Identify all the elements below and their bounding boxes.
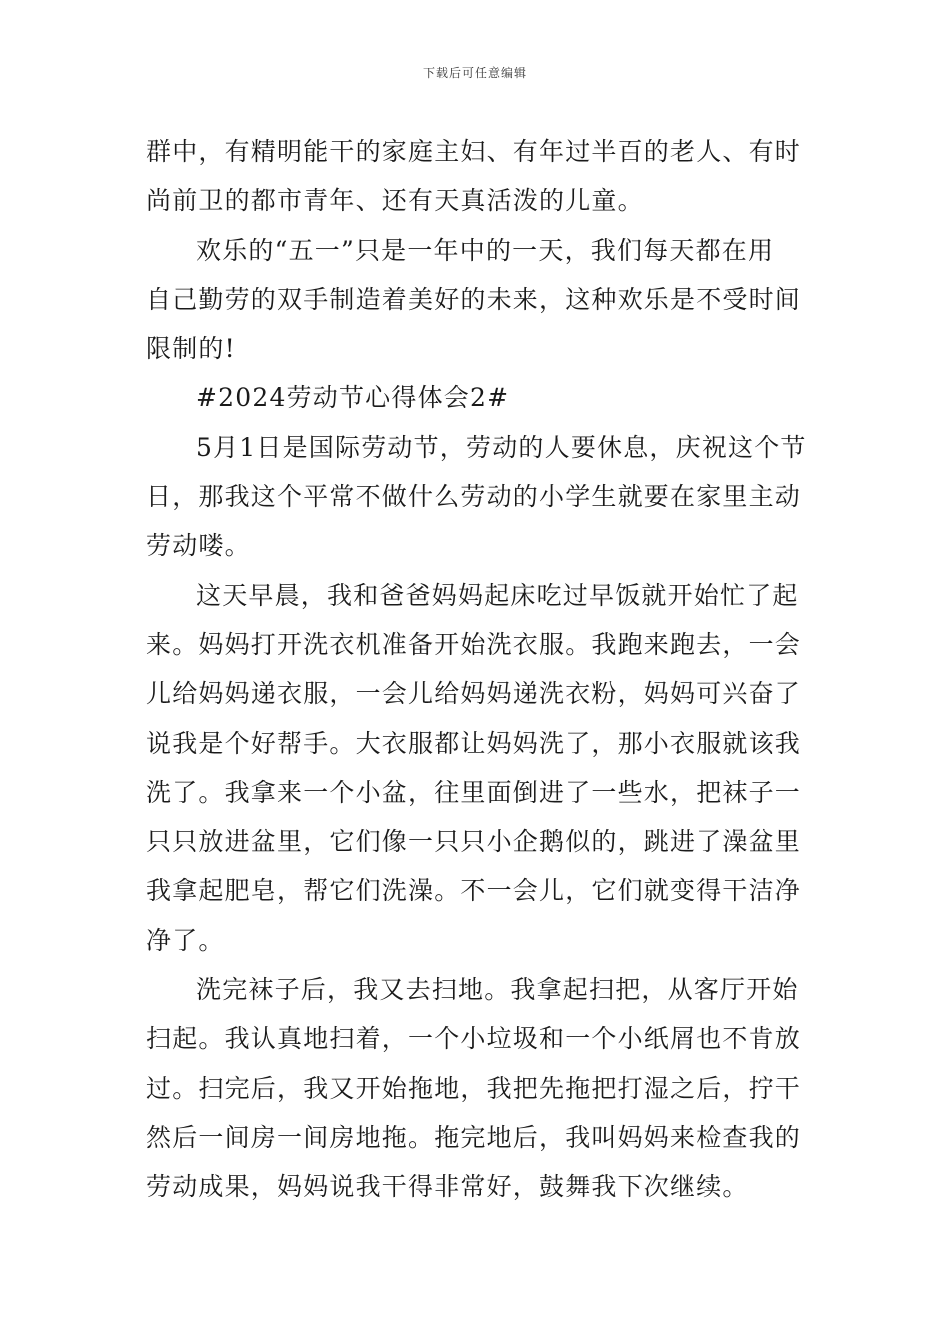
text-line: 净了。 (146, 925, 225, 955)
text-line: 来。妈妈打开洗衣机准备开始洗衣服。我跑来跑去，一会 (146, 629, 802, 659)
text-line: 日，那我这个平常不做什么劳动的小学生就要在家里主动 (146, 482, 802, 512)
text-line: 这天早晨，我和爸爸妈妈起床吃过早饭就开始忙了起 (196, 580, 799, 610)
text-line: 限制的! (146, 334, 236, 364)
text-line: 然后一间房一间房地拖。拖完地后，我叫妈妈来检查我的 (146, 1122, 802, 1152)
text-line: 尚前卫的都市青年、还有天真活泼的儿童。 (146, 186, 644, 216)
section-heading: #2024劳动节心得体会2# (196, 383, 510, 413)
text-line: 劳动成果，妈妈说我干得非常好，鼓舞我下次继续。 (146, 1172, 749, 1202)
text-line: 劳动喽。 (146, 531, 251, 561)
header-note: 下载后可任意编辑 (422, 66, 527, 80)
text-line: 说我是个好帮手。大衣服都让妈妈洗了，那小衣服就该我 (146, 728, 802, 758)
text-line: 洗了。我拿来一个小盆，往里面倒进了一些水，把袜子一 (146, 777, 802, 807)
text-line: 过。扫完后，我又开始拖地，我把先拖把打湿之后，拧干 (146, 1073, 802, 1103)
text-line: 洗完袜子后，我又去扫地。我拿起扫把，从客厅开始 (196, 975, 799, 1005)
text-line: 欢乐的“五一”只是一年中的一天，我们每天都在用 (196, 235, 775, 265)
text-line: 扫起。我认真地扫着，一个小垃圾和一个小纸屑也不肯放 (146, 1024, 802, 1054)
body-text (146, 127, 808, 1212)
text-line: 我拿起肥皂，帮它们洗澡。不一会儿，它们就变得干洁净 (146, 876, 802, 906)
text-line: 群中，有精明能干的家庭主妇、有年过半百的老人、有时 (146, 137, 802, 166)
text-line: 儿给妈妈递衣服，一会儿给妈妈递洗衣粉，妈妈可兴奋了 (146, 679, 802, 709)
text-line: 自己勤劳的双手制造着美好的未来，这种欢乐是不受时间 (146, 284, 802, 314)
text-line: 5月1日是国际劳动节，劳动的人要休息，庆祝这个节 (196, 432, 807, 462)
text-line: 只只放进盆里，它们像一只只小企鹅似的，跳进了澡盆里 (146, 827, 802, 857)
